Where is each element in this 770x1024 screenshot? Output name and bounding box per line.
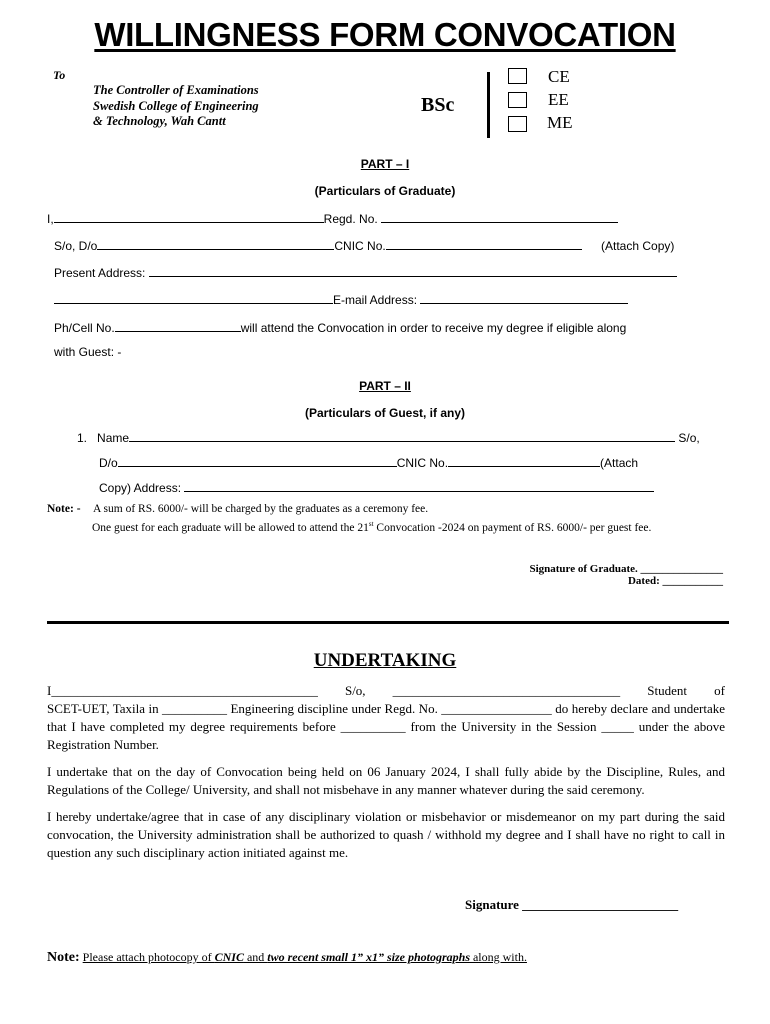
phone-field[interactable] [115,321,241,332]
part1-subheading: (Particulars of Graduate) [314,184,456,198]
note-line2 [92,520,651,534]
final-note [47,950,527,966]
final-note-photos: two recent small 1” x1” size photographs [267,950,470,964]
cnic-field[interactable] [386,239,582,250]
branch-me: ME [547,113,573,132]
addressee: The Controller of Examinations Swedish College of Engineering & Technology, Wah Cantt [93,83,259,128]
part2-heading: PART – II [359,379,411,393]
guest-attach-label: (Attach [600,456,639,470]
note-line2-a: One guest for each graduate will be allowed to attend the 21 [92,521,369,534]
regd-no-field[interactable] [381,212,618,223]
part1-heading: PART – I [360,157,410,171]
guest-address-row [99,481,654,495]
branch-ce: CE [548,67,570,86]
guest-parent-row [99,456,638,470]
undertaking-para1-line1: I_________________________________________ S/o, ___________________________________ Student of [47,683,725,698]
guest-name-row [77,431,700,445]
note-line1: A sum of RS. 6000/- will be charged by the graduates as a ceremony fee. [93,503,429,515]
graduate-parent-row [54,239,582,253]
to-label: To [53,68,66,82]
guest-do-label: D/o [99,456,118,470]
degree-divider [487,72,490,138]
guest-line: with Guest: - [54,345,122,359]
undertaking-para1-rest: SCET-UET, Taxila in __________ Engineering discipline under Regd. No. _________________ do hereby declare and undertake that I have completed my degree requirements before __________ from the University in the Session _____ under the above Registration Number. [47,701,725,752]
final-note-t3: and [243,950,268,964]
graduate-name-row [47,212,618,226]
email-row [54,293,628,307]
undertaking-heading: UNDERTAKING [313,650,457,671]
checkbox-ee[interactable] [508,92,527,108]
note-line2-b: Convocation -2024 on payment of RS. 6000/- per guest fee. [373,521,652,534]
dated-label: Dated: ___________ [627,575,723,587]
note-label: Note: - [47,503,81,515]
phone-label: Ph/Cell No. [54,321,115,335]
address-continuation-field[interactable] [54,293,333,304]
guest-address-label: Copy) Address: [99,481,182,495]
item-number: 1. [77,431,88,445]
email-label: E-mail Address: [333,293,418,307]
graduate-parent-field[interactable] [97,239,334,250]
undertaking-para2: I undertake that on the day of Convocation being held on 06 January 2024, I shall fully abide by the Discipline, Rules, and Regulations of the College/ University, and shall not misbehave in any manner whatever during the said ceremony. [47,764,725,797]
checkbox-me[interactable] [508,116,527,132]
undertaking-para3: I hereby undertake/agree that in case of any disciplinary violation or misbehavior or misdemeanor on my part during the said convocation, the University administration shall be authorized to quash / withhold my degree and I shall have no right to call in question any such disciplinary action initiated against me. [47,809,725,860]
undertaking-signature: Signature ________________________ [465,897,679,912]
final-note-t5: along with. [469,950,527,964]
guest-address-field[interactable] [184,481,654,492]
guest-cnic-label: CNIC No. [396,456,449,470]
part2-subheading: (Particulars of Guest, if any) [304,406,466,420]
graduate-name-field[interactable] [54,212,324,223]
signature-graduate: Signature of Graduate. _______________ [529,563,723,575]
present-address-row [54,266,677,280]
guest-name-label: Name [97,431,130,445]
guest-cnic-field[interactable] [448,456,600,467]
final-note-cnic: CNIC [214,950,244,964]
phone-suffix: will attend the Convocation in order to receive my degree if eligible along [240,321,627,335]
undertaking-para1 [47,682,725,754]
section-divider [47,621,729,624]
name-prefix: I, [47,212,54,226]
branch-ee: EE [548,90,569,109]
guest-name-field[interactable] [129,431,675,442]
so-label: S/o, D/o [54,239,98,253]
note-line2-sup: st [368,520,374,528]
cnic-label: CNIC No. [334,239,386,253]
guest-parent-field[interactable] [118,456,397,467]
present-address-field[interactable] [149,266,677,277]
degree-label: BSc [421,94,455,116]
phone-row [54,321,626,335]
attach-copy-label: (Attach Copy) [601,239,675,253]
present-address-label: Present Address: [54,266,146,280]
final-note-label: Note: [47,950,80,965]
guest-so-label: S/o, [678,431,700,445]
checkbox-ce[interactable] [508,68,527,84]
email-field[interactable] [420,293,628,304]
final-note-t1: Please attach photocopy of [82,950,215,964]
final-note-text [83,950,527,964]
form-title: WILLINGNESS FORM CONVOCATION [94,16,676,53]
regd-label: Regd. No. [323,212,378,226]
